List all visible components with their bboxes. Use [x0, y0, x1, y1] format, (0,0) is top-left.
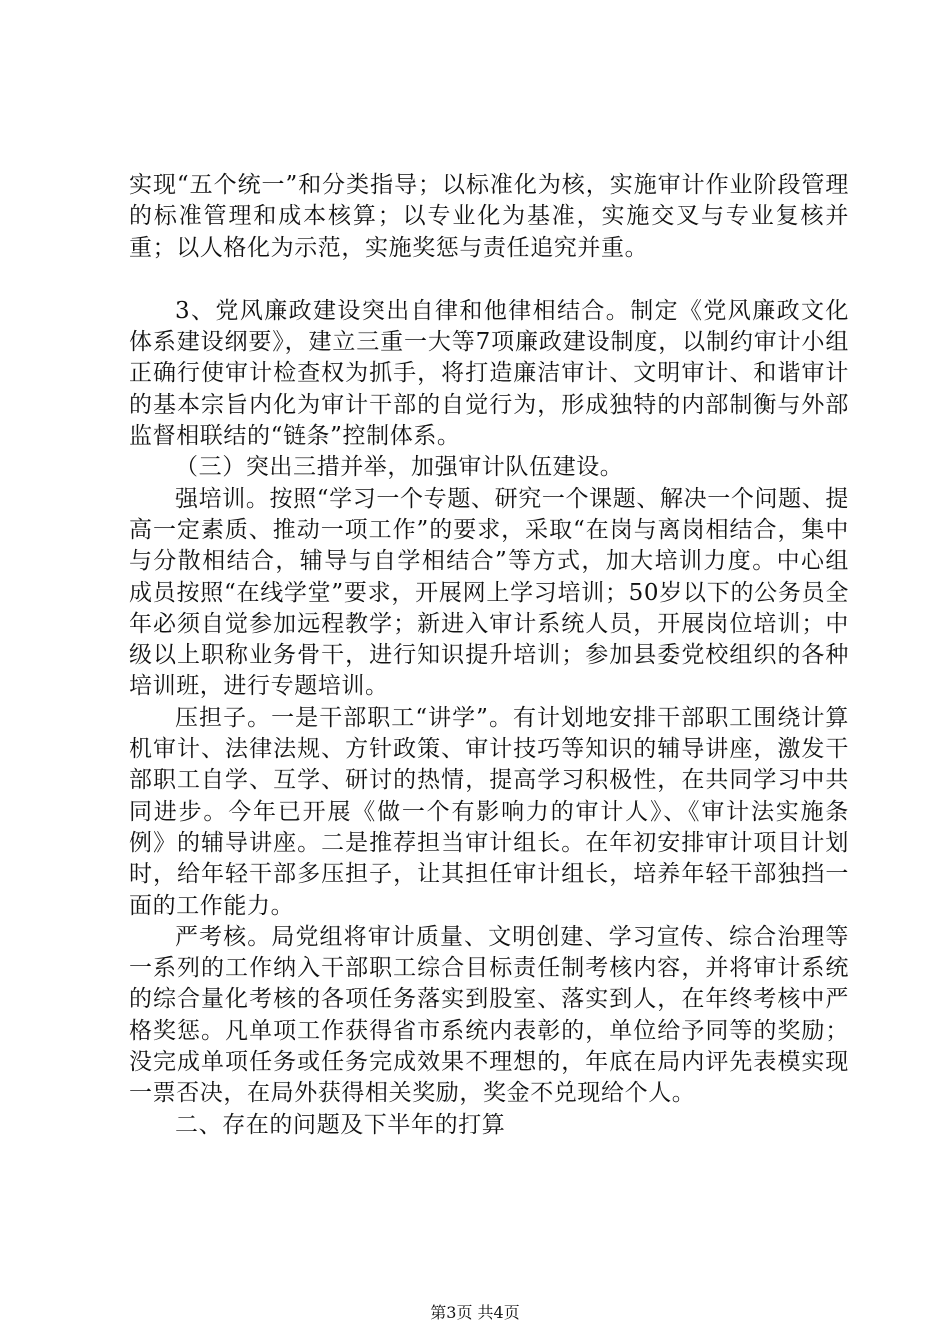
- paragraph-gap: [129, 264, 849, 296]
- paragraph-party-conduct: 3、党风廉政建设突出自律和他律相结合。制定《党风廉政文化体系建设纲要》，建立三重一大等7项廉政建设制度，以制约审计小组正确行使审计检查权为抓手，将打造廉洁审计、文明审计、和谐审计的基本宗旨内化为审计干部的自觉行为，形成独特的内部制衡与外部监督相联结的“链条”控制体系。: [129, 297, 849, 450]
- paragraph-assessment: 严考核。局党组将审计质量、文明创建、学习宣传、综合治理等一系列的工作纳入干部职工综合目标责任制考核内容，并将审计系统的综合量化考核的各项任务落实到股室、落实到人，在年终考核中严格奖惩。凡单项工作获得省市系统内表彰的，单位给予同等的奖励；没完成单项任务或任务完成效果不理想的，年底在局内评先表模实现一票否决，在局外获得相关奖励，奖金不兑现给个人。: [129, 923, 849, 1107]
- paragraph-training: 强培训。按照“学习一个专题、研究一个课题、解决一个问题、提高一定素质、推动一项工作”的要求，采取“在岗与离岗相结合，集中与分散相结合，辅导与自学相结合”等方式，加大培训力度。中心组成员按照“在线学堂”要求，开展网上学习培训；50岁以下的公务员全年必须自觉参加远程教学；新进入审计系统人员，开展岗位培训；中级以上职称业务骨干，进行知识提升培训；参加县委党校组织的各种培训班，进行专题培训。: [129, 485, 849, 700]
- section-heading-team-building: （三）突出三措并举，加强审计队伍建设。: [175, 454, 624, 481]
- document-body: [129, 170, 849, 1141]
- paragraph-continuation: 实现“五个统一”和分类指导；以标准化为核，实施审计作业阶段管理的标准管理和成本核算；以专业化为基准，实施交叉与专业复核并重；以人格化为示范，实施奖惩与责任追究并重。: [129, 172, 849, 261]
- page-number-label: 第3页 共4页: [430, 1303, 520, 1322]
- page-footer: [0, 1303, 950, 1323]
- section-heading-problems: 二、存在的问题及下半年的打算: [175, 1111, 506, 1138]
- paragraph-responsibility: 压担子。一是干部职工“讲学”。有计划地安排干部职工围绕计算机审计、法律法规、方针政策、审计技巧等知识的辅导讲座，激发干部职工自学、互学、研讨的热情，提高学习积极性，在共同学习中共同进步。今年已开展《做一个有影响力的审计人》、《审计法实施条例》的辅导讲座。二是推荐担当审计组长。在年初安排审计项目计划时，给年轻干部多压担子，让其担任审计组长，培养年轻干部独挡一面的工作能力。: [129, 704, 849, 919]
